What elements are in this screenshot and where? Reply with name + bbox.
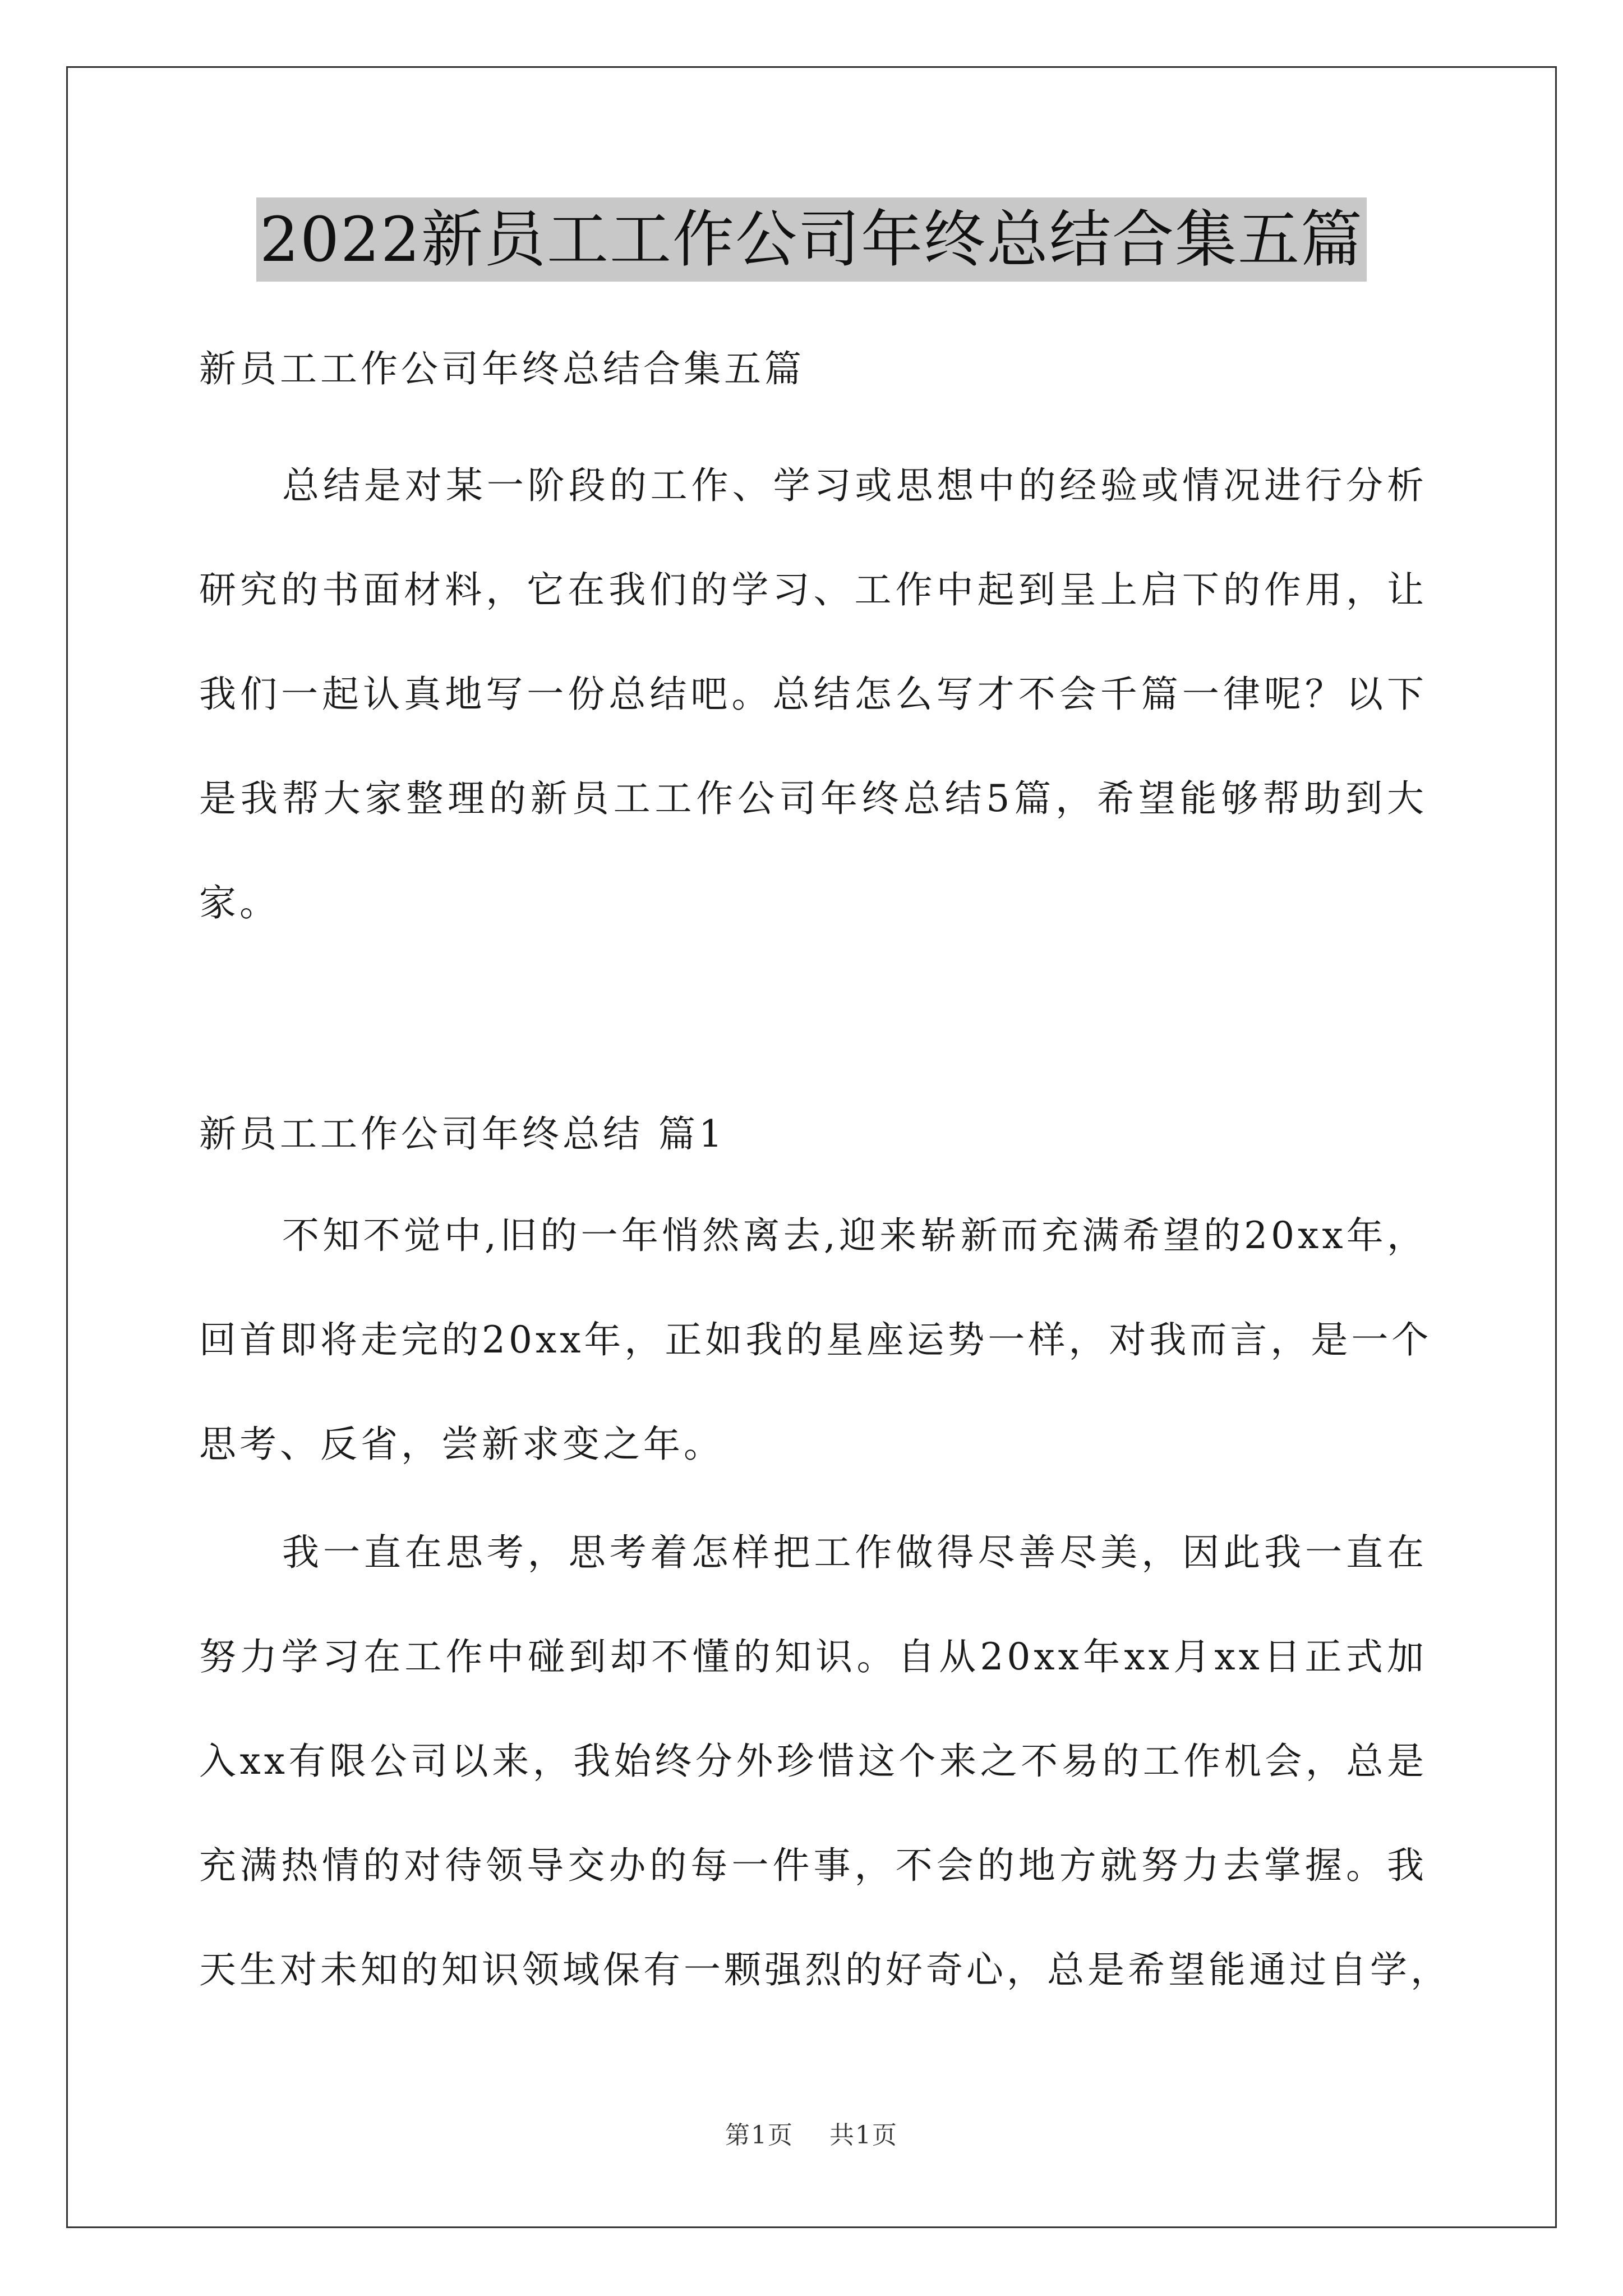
paragraph-line: 天生对未知的知识领域保有一颗强烈的好奇心，总是希望能通过自学， xyxy=(199,1948,1451,1991)
paragraph-2 xyxy=(199,1501,1451,2022)
paragraph-line: 我一直在思考，思考着怎样把工作做得尽善尽美，因此我一直在 xyxy=(282,1531,1427,1574)
paragraph-line: 充满热情的对待领导交办的每一件事，不会的地方就努力去掌握。我 xyxy=(199,1844,1427,1887)
paragraph-line: 不知不觉中,旧的一年悄然离去,迎来崭新而充满希望的20xx年， xyxy=(282,1214,1427,1257)
paragraph-1 xyxy=(199,1184,1432,1497)
intro-paragraph xyxy=(199,434,1427,955)
paragraph-line: 思考、反省，尝新求变之年。 xyxy=(199,1423,724,1466)
intro-line: 我们一起认真地写一份总结吧。总结怎么写才不会千篇一律呢？以下 xyxy=(199,673,1427,716)
page-number: 第1页 共1页 xyxy=(725,2121,898,2150)
intro-line: 家。 xyxy=(199,881,280,924)
paragraph-line: 回首即将走完的20xx年，正如我的星座运势一样，对我而言，是一个 xyxy=(199,1318,1432,1361)
paragraph-line: 努力学习在工作中碰到却不懂的知识。自从20xx年xx月xx日正式加 xyxy=(199,1635,1427,1678)
document-title: 2022新员工工作公司年终总结合集五篇 xyxy=(256,197,1367,282)
intro-line: 是我帮大家整理的新员工工作公司年终总结5篇，希望能够帮助到大 xyxy=(199,777,1427,820)
title-container xyxy=(0,197,1623,282)
page-footer xyxy=(0,2115,1623,2151)
section-heading: 新员工工作公司年终总结 篇1 xyxy=(199,1112,726,1156)
document-subtitle: 新员工工作公司年终总结合集五篇 xyxy=(199,347,805,390)
paragraph-line: 入xx有限公司以来，我始终分外珍惜这个来之不易的工作机会，总是 xyxy=(199,1740,1427,1783)
intro-line: 研究的书面材料，它在我们的学习、工作中起到呈上启下的作用，让 xyxy=(199,568,1427,611)
section-heading-block xyxy=(199,1082,1427,1186)
document-subtitle-block xyxy=(199,317,1427,421)
intro-line: 总结是对某一阶段的工作、学习或思想中的经验或情况进行分析 xyxy=(282,464,1427,507)
